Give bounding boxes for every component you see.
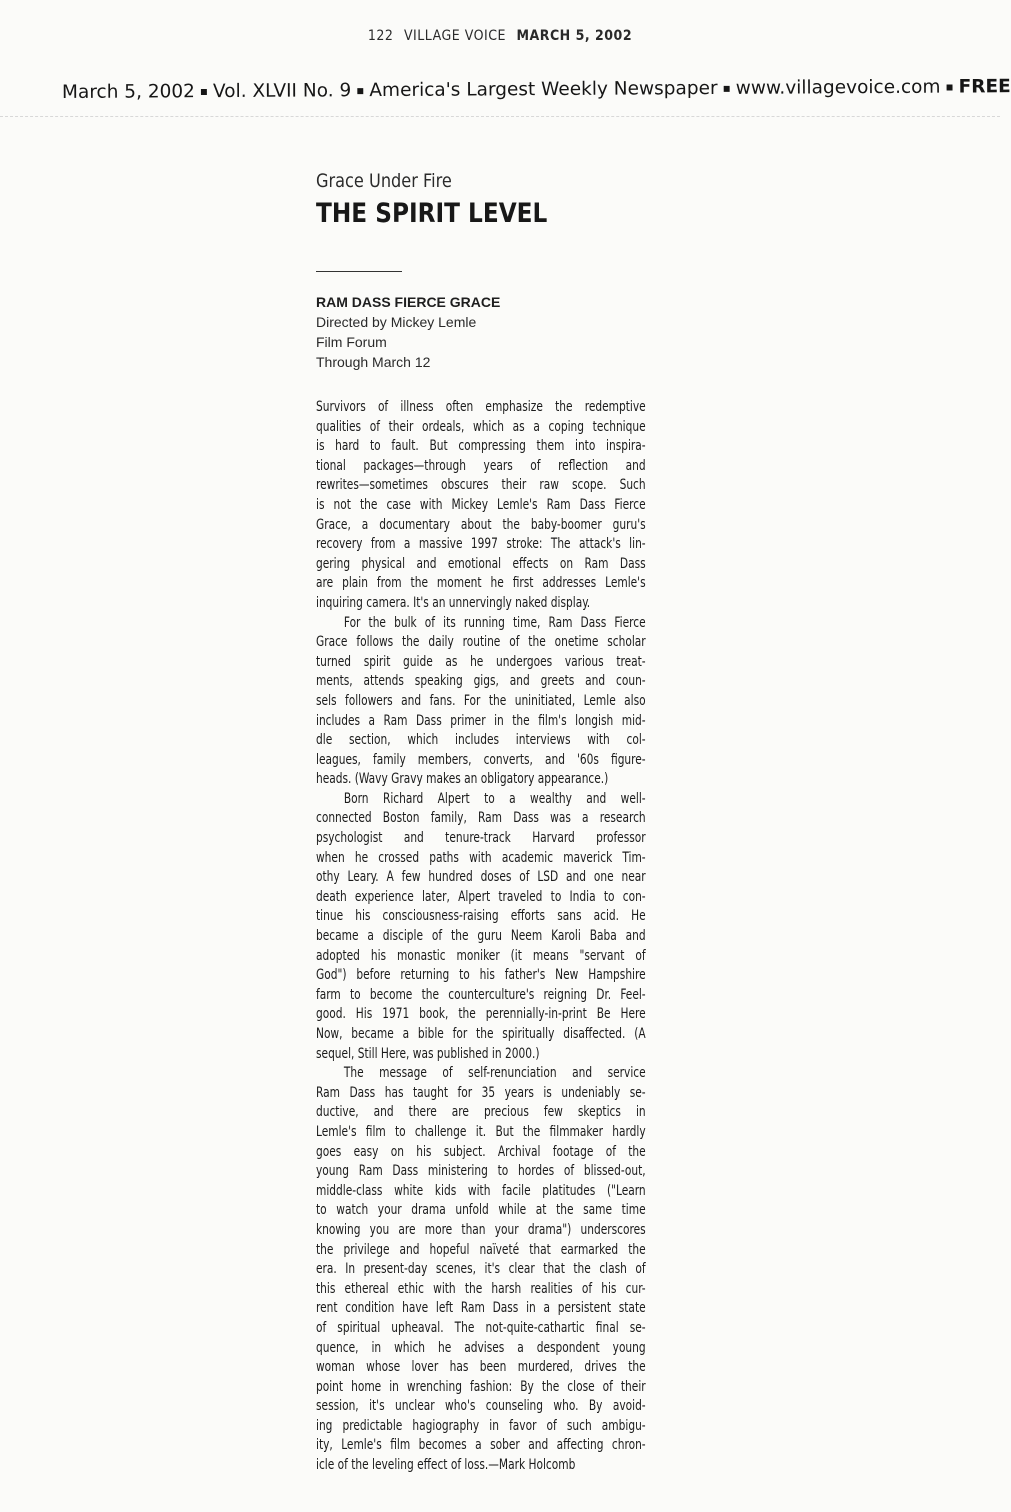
article-line: For the bulk of its running time, Ram Dass Fierce [343,614,646,631]
film-run: Through March 12 [316,354,431,370]
article-line: icle of the leveling effect of loss. [316,1457,489,1474]
article-line: Born Richard Alpert to a wealthy and well- [343,790,646,807]
article-headline: THE SPIRIT LEVEL [316,198,548,229]
article-line: Now, became a bible for the spiritually disaffected. (A [316,1026,646,1042]
article-line: quence, in which he advises a despondent young [316,1339,646,1356]
article-line: sequel, Still Here, was published in 2000.) [316,1045,540,1062]
publication-name: VILLAGE VOICE [403,28,506,44]
article-line: heads. (Wavy Gravy makes an obligatory appearance.) [316,771,609,788]
article-line: good. His 1971 book, the perennially-in-print Be Here [316,1006,646,1023]
article-line: sels followers and fans. For the uninitiated, Lemle also [316,692,646,709]
masthead-date: March 5, 2002 [61,81,195,103]
article-line: Grace follows the daily routine of the onetime scholar [316,634,646,651]
article-line: Survivors of illness often emphasize the redemptive [316,399,646,415]
article-line: psychologist and tenure-track Harvard professor [316,830,646,847]
article-line: to watch your drama unfold while at the same time [316,1202,646,1219]
article-line: tional packages—through years of reflection and [316,457,646,474]
article-line: leagues, family members, converts, and '60s figure- [316,751,646,768]
article-line: the privilege and hopeful naïveté that earmarked the [316,1241,646,1258]
article-line: this ethereal ethic with the harsh realities of his cur- [316,1280,646,1297]
film-title: RAM DASS FIERCE GRACE [316,294,501,310]
article-line: Grace, a documentary about the baby-boomer guru's [316,516,646,533]
article-line: inquiring camera. It's an unnervingly naked display. [316,594,591,611]
article-line: of spiritual upheaval. The not-quite-cathartic final se- [316,1319,646,1336]
divider [316,271,402,272]
article-line: ing predictable hagiography in favor of such ambigu- [316,1417,646,1434]
masthead-volume: Vol. XLVII No. 9 [212,80,352,103]
page-number: 122 [367,28,394,44]
article-line: recovery from a massive 1997 stroke: The attack's lin- [316,536,646,553]
article-line: woman whose lover has been murdered, drives the [316,1359,646,1376]
article-kicker: Grace Under Fire [316,170,452,192]
separator: ▪ [945,79,954,94]
article-line: The message of self-renunciation and service [343,1065,646,1082]
article-line: is not the case with Mickey Lemle's Ram Dass Fierce [316,496,646,513]
separator: ▪ [356,83,365,98]
masthead-tagline: America's Largest Weekly Newspaper [369,77,718,102]
article-line: became a disciple of the guru Neem Karoli Baba and [316,928,646,945]
article-line: Ram Dass has taught for 35 years is undeniably se- [316,1084,646,1101]
article-line: gering physical and emotional effects on Ram Dass [316,555,646,572]
article-line: is hard to fault. But compressing them into inspira- [316,438,646,455]
article-line: point home in wrenching fashion: By the close of their [316,1378,646,1395]
article [316,170,646,1476]
article-line: farm to become the counterculture's reigning Dr. Feel- [316,986,646,1003]
separator: ▪ [722,80,731,95]
article-line: rent condition have left Ram Dass in a persistent state [316,1300,646,1317]
article-line [316,1456,646,1476]
article-line: God") before returning to his father's New Hampshire [316,967,646,984]
film-director: Directed by Mickey Lemle [316,314,477,330]
film-venue: Film Forum [316,334,387,350]
article-line: knowing you are more than your drama") underscores [316,1221,646,1238]
article-line: qualities of their ordeals, which as a coping technique [316,418,646,435]
film-credits [316,292,646,372]
page-header [0,28,1000,44]
article-line: era. In present-day scenes, it's clear that the clash of [316,1261,646,1278]
header-date: MARCH 5, 2002 [516,28,633,44]
article-line: ments, attends speaking gigs, and greets and coun- [316,673,646,690]
article-byline: —Mark Holcomb [488,1457,576,1474]
article-line: dle section, which includes interviews with col- [316,732,646,749]
masthead-rule [0,116,1000,118]
separator: ▪ [199,84,209,99]
article-line: ductive, and there are precious few skeptics in [316,1104,646,1121]
article-line: are plain from the moment he first addresses Lemle's [316,575,646,592]
article-line: includes a Ram Dass primer in the film's longish mid- [316,712,646,729]
article-line: session, it's unclear who's counseling who. By avoid- [316,1398,646,1415]
article-line: tinue his consciousness-raising efforts sans acid. He [316,908,646,925]
article-line: ity, Lemle's film becomes a sober and affecting chron- [316,1437,646,1454]
masthead-website: www.villagevoice.com [735,76,941,99]
article-line: death experience later, Alpert traveled to India to con- [316,888,646,905]
article-line: goes easy on his subject. Archival footage of the [316,1143,646,1160]
article-line: connected Boston family, Ram Dass was a research [316,810,646,827]
article-line: othy Leary. A few hundred doses of LSD and one near [316,869,646,886]
article-line: Lemle's film to challenge it. But the filmmaker hardly [316,1123,646,1140]
article-line: when he crossed paths with academic maverick Tim- [316,849,646,866]
article-line: adopted his monastic moniker (it means "servant of [316,947,646,964]
article-line: rewrites—sometimes obscures their raw scope. Such [316,477,646,494]
masthead-price: FREE [958,76,1011,98]
masthead [61,76,1011,103]
article-line: young Ram Dass ministering to hordes of blissed-out, [316,1163,646,1180]
article-body [316,398,646,1476]
article-line: middle-class white kids with facile platitudes ("Learn [316,1182,646,1199]
article-line: turned spirit guide as he undergoes various treat- [316,653,646,670]
